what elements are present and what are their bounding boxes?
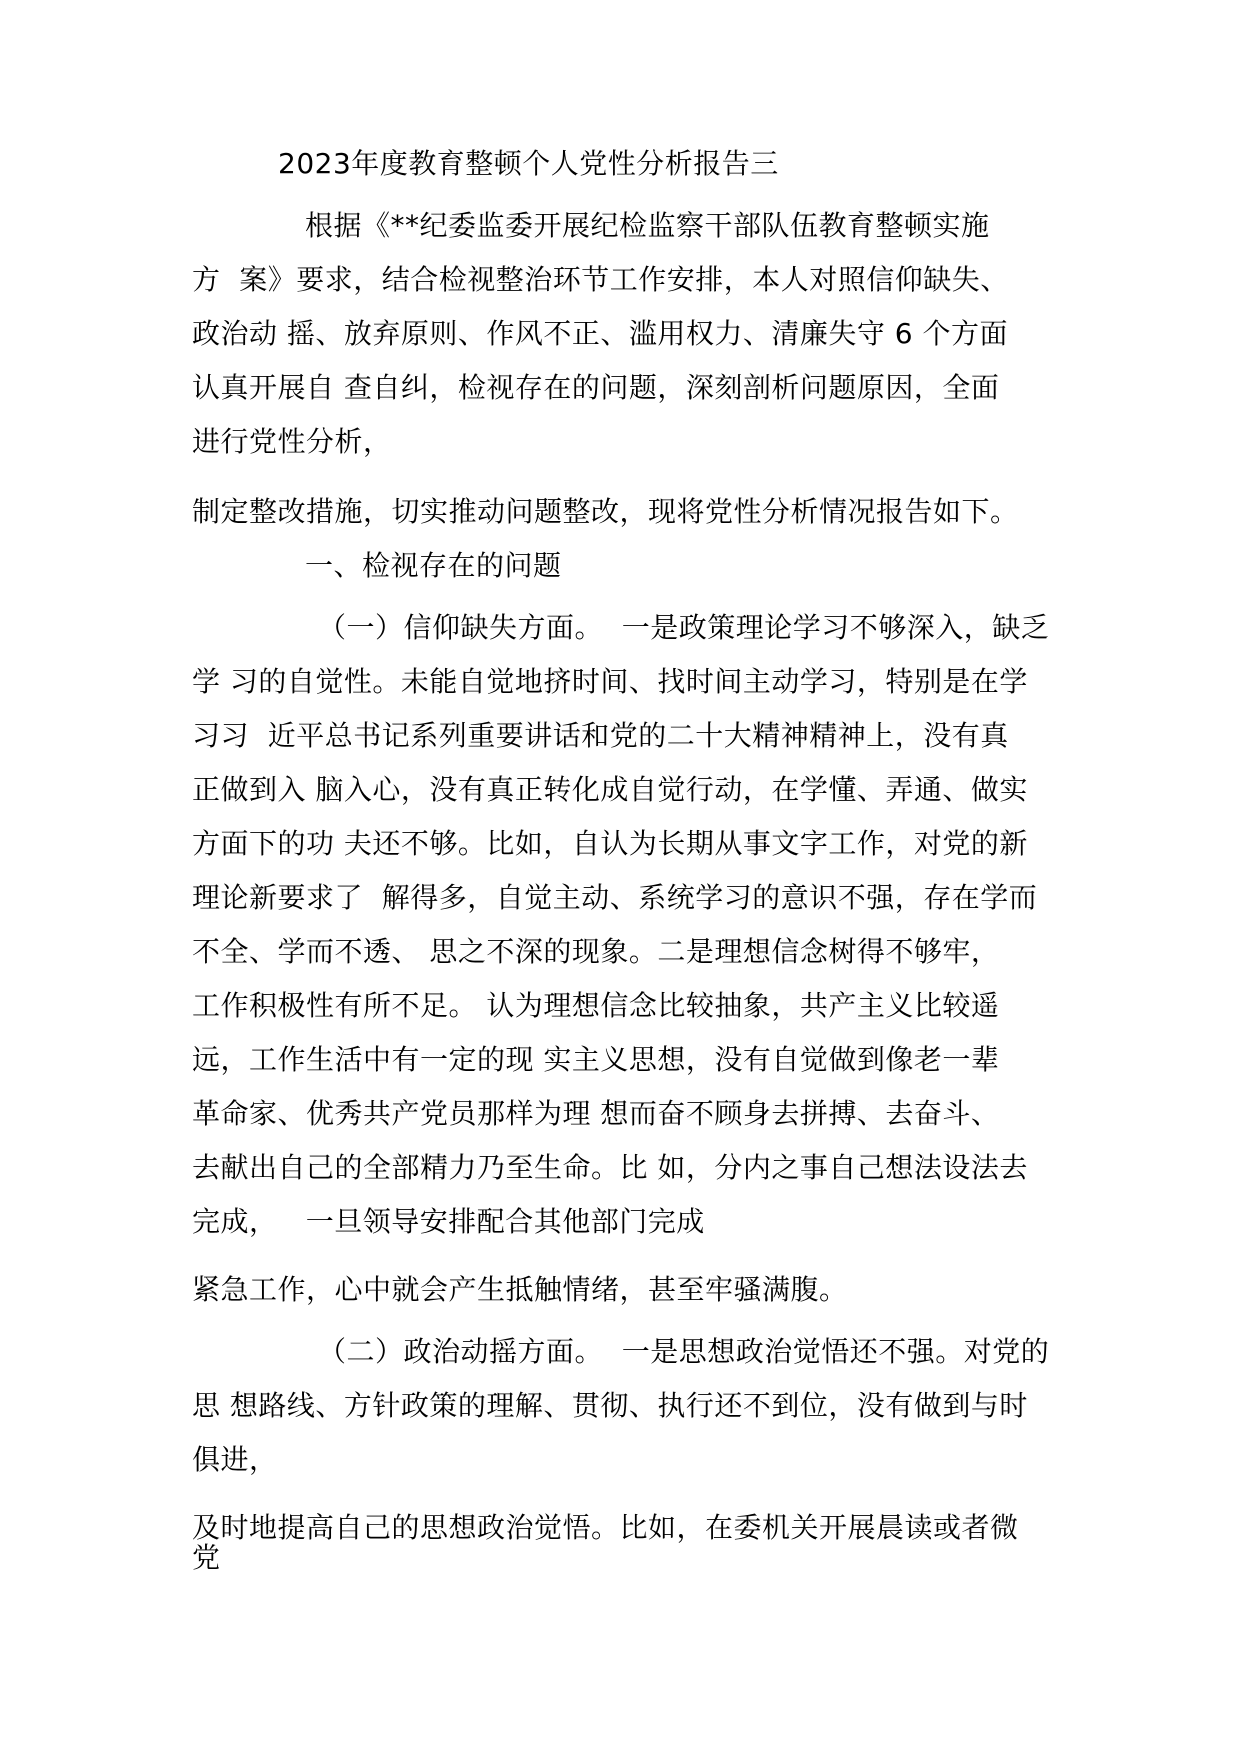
paragraph-line: 方 案》要求，结合检视整治环节工作安排，本人对照信仰缺失、 — [192, 263, 1009, 296]
paragraph-line: 及时地提高自己的思想政治觉悟。比如，在委机关开展晨读或者微 — [192, 1511, 1019, 1544]
paragraph-line: （二）政治动摇方面。 一是思想政治觉悟还不强。对党的 — [318, 1335, 1050, 1368]
paragraph-line: 工作积极性有所不足。 认为理想信念比较抽象，共产主义比较遥 — [192, 989, 1000, 1022]
paragraph-line: 政治动 摇、放弃原则、作风不正、滥用权力、清廉失守 6 个方面 — [192, 317, 1009, 350]
paragraph-line: 根据《**纪委监委开展纪检监察干部队伍教育整顿实施 — [305, 209, 990, 242]
paragraph-line: 党 — [192, 1541, 221, 1574]
paragraph-line: 正做到入 脑入心，没有真正转化成自觉行动，在学懂、弄通、做实 — [192, 773, 1028, 806]
section-heading: 一、检视存在的问题 — [305, 549, 562, 582]
paragraph-line: 制定整改措施，切实推动问题整改，现将党性分析情况报告如下。 — [192, 495, 1019, 528]
paragraph-line: （一）信仰缺失方面。 一是政策理论学习不够深入，缺乏 — [318, 611, 1050, 644]
paragraph-line: 习习 近平总书记系列重要讲话和党的二十大精神精神上，没有真 — [192, 719, 1009, 752]
paragraph-line: 方面下的功 夫还不够。比如，自认为长期从事文字工作，对党的新 — [192, 827, 1028, 860]
paragraph-line: 认真开展自 查自纠，检视存在的问题，深刻剖析问题原因，全面 — [192, 371, 1000, 404]
paragraph-line: 紧急工作，心中就会产生抵触情绪，甚至牢骚满腹。 — [192, 1273, 848, 1306]
paragraph-line: 学 习的自觉性。未能自觉地挤时间、找时间主动学习，特别是在学 — [192, 665, 1028, 698]
paragraph-line: 思 想路线、方针政策的理解、贯彻、执行还不到位，没有做到与时 — [192, 1389, 1028, 1422]
paragraph-line: 远，工作生活中有一定的现 实主义思想，没有自觉做到像老一辈 — [192, 1043, 1000, 1076]
paragraph-line: 完成， 一旦领导安排配合其他部门完成 — [192, 1205, 705, 1238]
paragraph-line: 不全、学而不透、 思之不深的现象。二是理想信念树得不够牢， — [192, 935, 1000, 968]
paragraph-line: 进行党性分析， — [192, 425, 392, 458]
document-title: 2023年度教育整顿个人党性分析报告三 — [278, 147, 779, 180]
paragraph-line: 俱进， — [192, 1443, 278, 1476]
paragraph-line: 去献出自己的全部精力乃至生命。比 如，分内之事自己想法设法去 — [192, 1151, 1028, 1184]
paragraph-line: 理论新要求了 解得多，自觉主动、系统学习的意识不强，存在学而 — [192, 881, 1038, 914]
paragraph-line: 革命家、优秀共产党员那样为理 想而奋不顾身去拼搏、去奋斗、 — [192, 1097, 1000, 1130]
